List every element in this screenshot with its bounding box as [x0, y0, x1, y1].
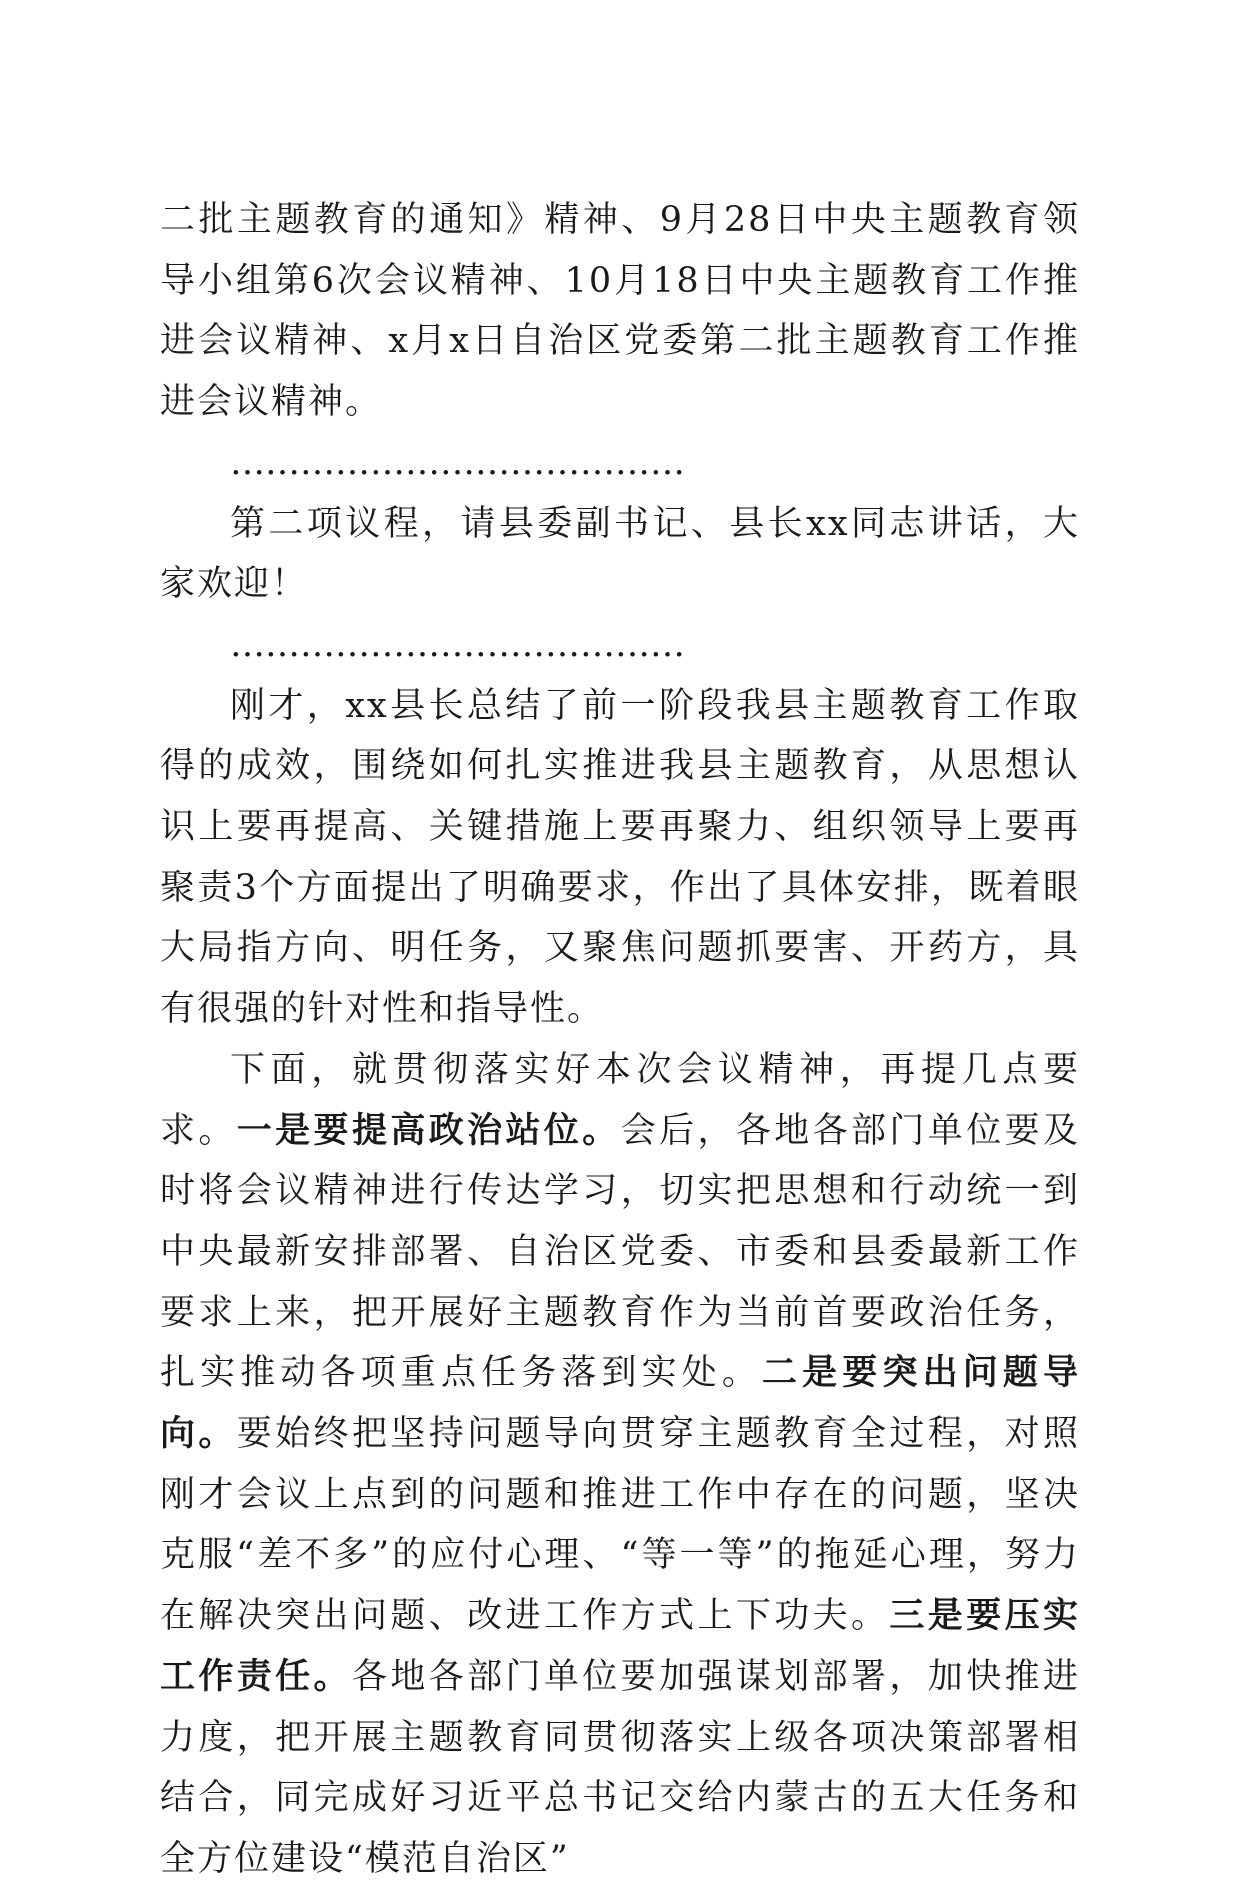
paragraph-requirements [160, 1040, 1080, 1890]
requirements-intro: 下面，就贯彻落实好本次会议精神，再提几点要求。 [160, 1049, 1080, 1151]
paragraph-notice-spirit: 二批主题教育的通知》精神、9月28日中央主题教育领导小组第6次会议精神、10月18日中央主题教育工作推进会议精神、x月x日自治区党委第二批主题教育工作推进会议精神。 [160, 200, 1080, 423]
requirement-2-title: 二是要突出问题导向。 [160, 1352, 1080, 1455]
ellipsis-divider: ………………………………… [230, 442, 685, 483]
requirement-2-body: 要始终把坚持问题导向贯穿主题教育全过程，对照刚才会议上点到的问题和推进工作中存在的问题，坚决克服“差不多”的应付心理、“等一等”的拖延心理，努力在解决突出问题、改进工作方式上下功夫。 [160, 1414, 1080, 1637]
requirement-3-body: 各地各部门单位要加强谋划部署，加快推进力度，把开展主题教育同贯彻落实上级各项决策部署相结合，同完成好习近平总书记交给内蒙古的五大任务和全方位建设“模范自治区” [160, 1656, 1080, 1879]
requirement-3-title: 三是要压实工作责任。 [160, 1595, 1080, 1697]
ellipsis-divider: ………………………………… [230, 624, 685, 665]
document-body [160, 190, 1080, 1890]
paragraph-summary: 刚才，xx县长总结了前一阶段我县主题教育工作取得的成效，围绕如何扎实推进我县主题教育，从思想认识上要再提高、关键措施上要再聚力、组织领导上要再聚责3个方面提出了明确要求，作出了具体安排，既着眼大局指方向、明任务，又聚焦问题抓要害、开药方，具有很强的针对性和指导性。 [160, 685, 1080, 1030]
requirement-1-title: 一是要提高政治站位。 [236, 1109, 621, 1151]
paragraph-agenda-item-two: 第二项议程，请县委副书记、县长xx同志讲话，大家欢迎！ [160, 503, 1080, 605]
requirement-1-body: 会后，各地各部门单位要及时将会议精神进行传达学习，切实把思想和行动统一到中央最新安排部署、自治区党委、市委和县委最新工作要求上来，把开展好主题教育作为当前首要政治任务，扎实推动各项重点任务落到实处。 [160, 1110, 1080, 1394]
